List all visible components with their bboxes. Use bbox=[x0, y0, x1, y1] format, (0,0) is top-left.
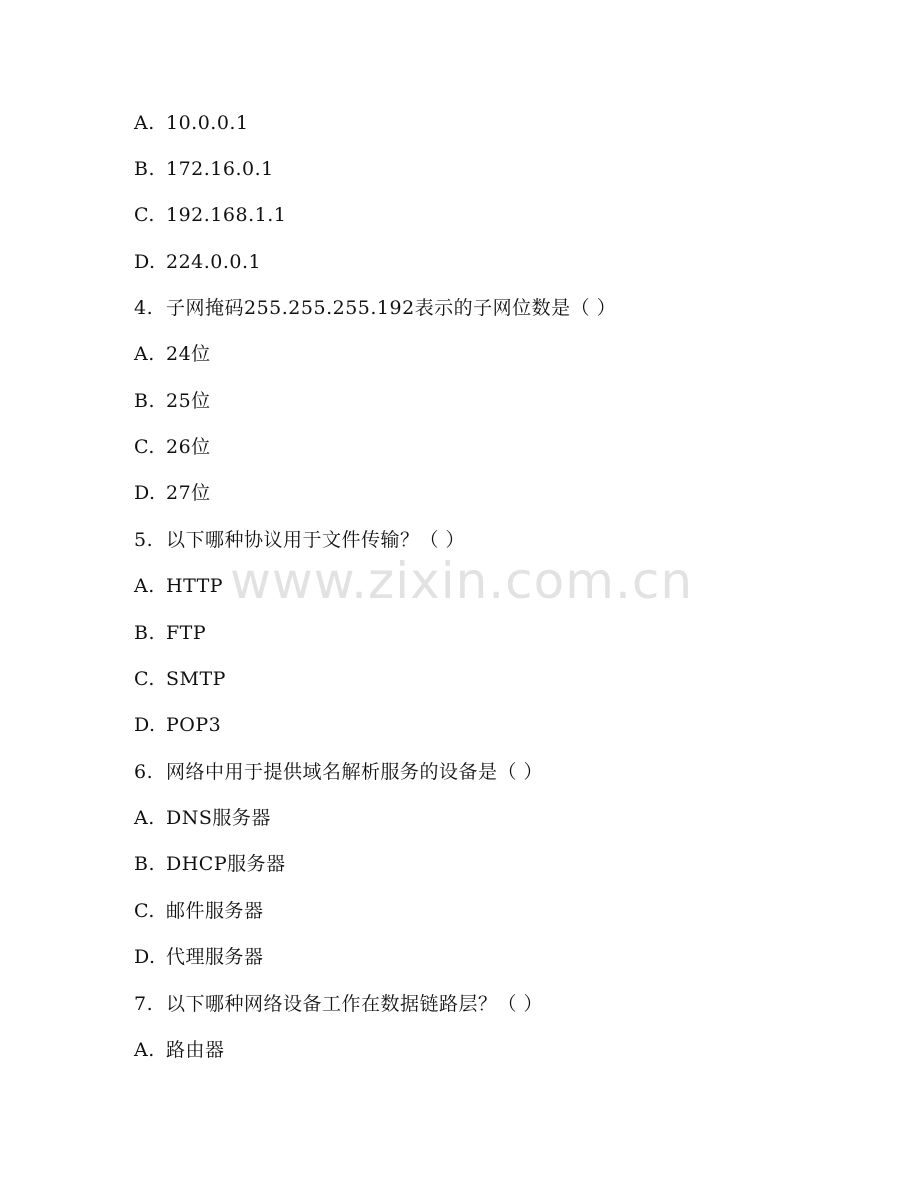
option-line bbox=[134, 620, 206, 646]
option-text: DHCP服务器 bbox=[166, 853, 286, 875]
option-text: SMTP bbox=[166, 668, 226, 690]
option-text: 224.0.0.1 bbox=[166, 251, 262, 273]
option-line bbox=[134, 573, 223, 599]
option-line bbox=[134, 434, 211, 460]
question-line bbox=[134, 759, 543, 785]
option-label: B. bbox=[134, 390, 156, 412]
question-line bbox=[134, 991, 543, 1017]
option-text: 邮件服务器 bbox=[166, 900, 264, 922]
question-text: 网络中用于提供域名解析服务的设备是（ ） bbox=[166, 761, 544, 783]
option-text: DNS服务器 bbox=[166, 807, 271, 829]
option-label: B. bbox=[134, 853, 156, 875]
question-number: 7. bbox=[134, 993, 154, 1015]
option-line bbox=[134, 805, 271, 831]
question-number: 5. bbox=[134, 529, 154, 551]
option-label: A. bbox=[134, 343, 155, 365]
option-text: 24位 bbox=[166, 343, 211, 365]
option-text: 25位 bbox=[166, 390, 211, 412]
option-label: D. bbox=[134, 251, 156, 273]
option-text: 路由器 bbox=[166, 1039, 225, 1061]
option-text: 代理服务器 bbox=[166, 946, 264, 968]
option-text: 26位 bbox=[166, 436, 211, 458]
question-text: 以下哪种协议用于文件传输？（ ） bbox=[166, 529, 466, 551]
question-number: 4. bbox=[134, 297, 154, 319]
option-label: C. bbox=[134, 668, 155, 690]
option-label: A. bbox=[134, 1039, 155, 1061]
option-text: 172.16.0.1 bbox=[166, 158, 274, 180]
question-text: 子网掩码255.255.255.192表示的子网位数是（ ） bbox=[166, 297, 617, 319]
option-label: A. bbox=[134, 807, 155, 829]
option-label: D. bbox=[134, 946, 156, 968]
option-label: A. bbox=[134, 112, 155, 134]
option-text: 192.168.1.1 bbox=[166, 204, 287, 226]
option-label: C. bbox=[134, 900, 155, 922]
option-line bbox=[134, 388, 211, 414]
option-line bbox=[134, 249, 261, 275]
option-label: B. bbox=[134, 622, 156, 644]
option-label: D. bbox=[134, 714, 156, 736]
option-text: HTTP bbox=[166, 575, 224, 597]
option-line bbox=[134, 341, 211, 367]
question-number: 6. bbox=[134, 761, 154, 783]
option-label: C. bbox=[134, 436, 155, 458]
option-text: POP3 bbox=[166, 714, 222, 736]
watermark: www.zixin.com.cn bbox=[230, 552, 694, 610]
option-label: D. bbox=[134, 482, 156, 504]
option-text: 10.0.0.1 bbox=[166, 112, 249, 134]
option-line bbox=[134, 156, 274, 182]
option-line bbox=[134, 480, 211, 506]
question-line bbox=[134, 295, 616, 321]
option-line bbox=[134, 898, 264, 924]
option-line bbox=[134, 851, 286, 877]
option-label: B. bbox=[134, 158, 156, 180]
option-line bbox=[134, 944, 264, 970]
option-label: C. bbox=[134, 204, 155, 226]
option-line bbox=[134, 666, 226, 692]
option-line bbox=[134, 712, 221, 738]
option-text: 27位 bbox=[166, 482, 211, 504]
option-line bbox=[134, 110, 249, 136]
option-text: FTP bbox=[166, 622, 207, 644]
option-line bbox=[134, 1037, 225, 1063]
option-line bbox=[134, 202, 286, 228]
question-text: 以下哪种网络设备工作在数据链路层？（ ） bbox=[166, 993, 544, 1015]
option-label: A. bbox=[134, 575, 155, 597]
